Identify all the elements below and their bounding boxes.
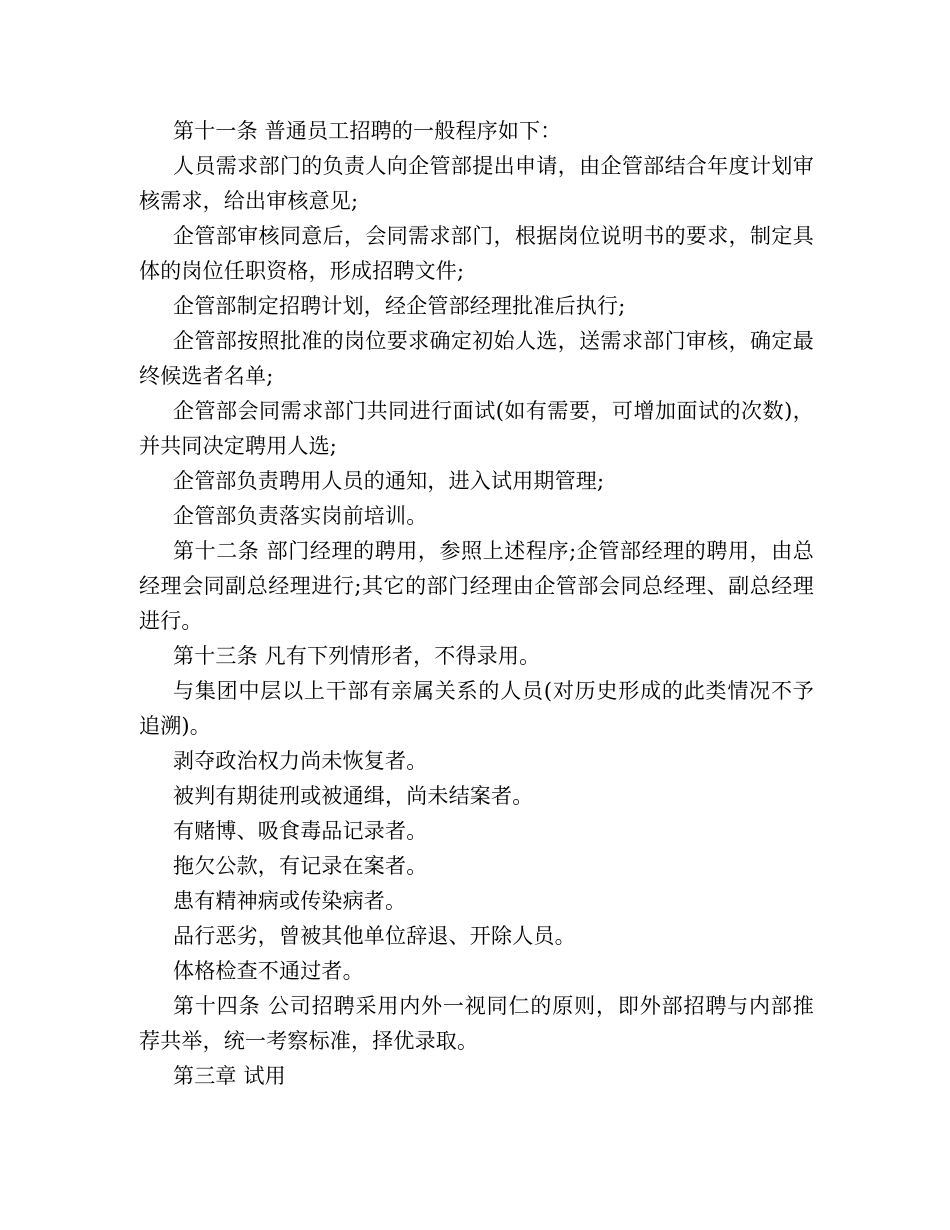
procedure-step-7: 企管部负责落实岗前培训。 <box>173 504 428 528</box>
procedure-step-5: 企管部会同需求部门共同进行面试(如有需要，可增加面试的次数)，并共同决定聘用人选; <box>139 399 814 458</box>
exclusion-item-7: 品行恶劣，曾被其他单位辞退、开除人员。 <box>173 924 576 948</box>
exclusion-item-5: 拖欠公款，有记录在案者。 <box>173 854 428 878</box>
exclusion-item-8: 体格检查不通过者。 <box>173 959 364 983</box>
procedure-step-2: 企管部审核同意后，会同需求部门，根据岗位说明书的要求，制定具体的岗位任职资格，形成招聘文件; <box>139 224 814 283</box>
article-11-heading: 第十一条 普通员工招聘的一般程序如下： <box>173 119 562 143</box>
exclusion-item-4: 有赌博、吸食毒品记录者。 <box>173 819 428 843</box>
procedure-step-6: 企管部负责聘用人员的通知，进入试用期管理; <box>173 469 605 493</box>
procedure-step-3: 企管部制定招聘计划，经企管部经理批准后执行; <box>173 294 626 318</box>
procedure-step-1: 人员需求部门的负责人向企管部提出申请，由企管部结合年度计划审核需求，给出审核意见; <box>139 154 814 213</box>
article-14: 第十四条 公司招聘采用内外一视同仁的原则，即外部招聘与内部推荐共举，统一考察标准，择优录取。 <box>139 994 814 1053</box>
exclusion-item-2: 剥夺政治权力尚未恢复者。 <box>173 749 428 773</box>
procedure-step-4: 企管部按照批准的岗位要求确定初始人选，送需求部门审核，确定最终候选者名单; <box>139 329 814 388</box>
article-13-heading: 第十三条 凡有下列情形者，不得录用。 <box>173 644 541 668</box>
article-12: 第十二条 部门经理的聘用，参照上述程序;企管部经理的聘用，由总经理会同副总经理进行;其它的部门经理由企管部会同总经理、副总经理进行。 <box>139 539 814 633</box>
exclusion-item-3: 被判有期徒刑或被通缉，尚未结案者。 <box>173 784 534 808</box>
exclusion-item-1: 与集团中层以上干部有亲属关系的人员(对历史形成的此类情况不予追溯)。 <box>139 679 814 738</box>
chapter-3-heading: 第三章 试用 <box>173 1064 286 1088</box>
exclusion-item-6: 患有精神病或传染病者。 <box>173 889 407 913</box>
